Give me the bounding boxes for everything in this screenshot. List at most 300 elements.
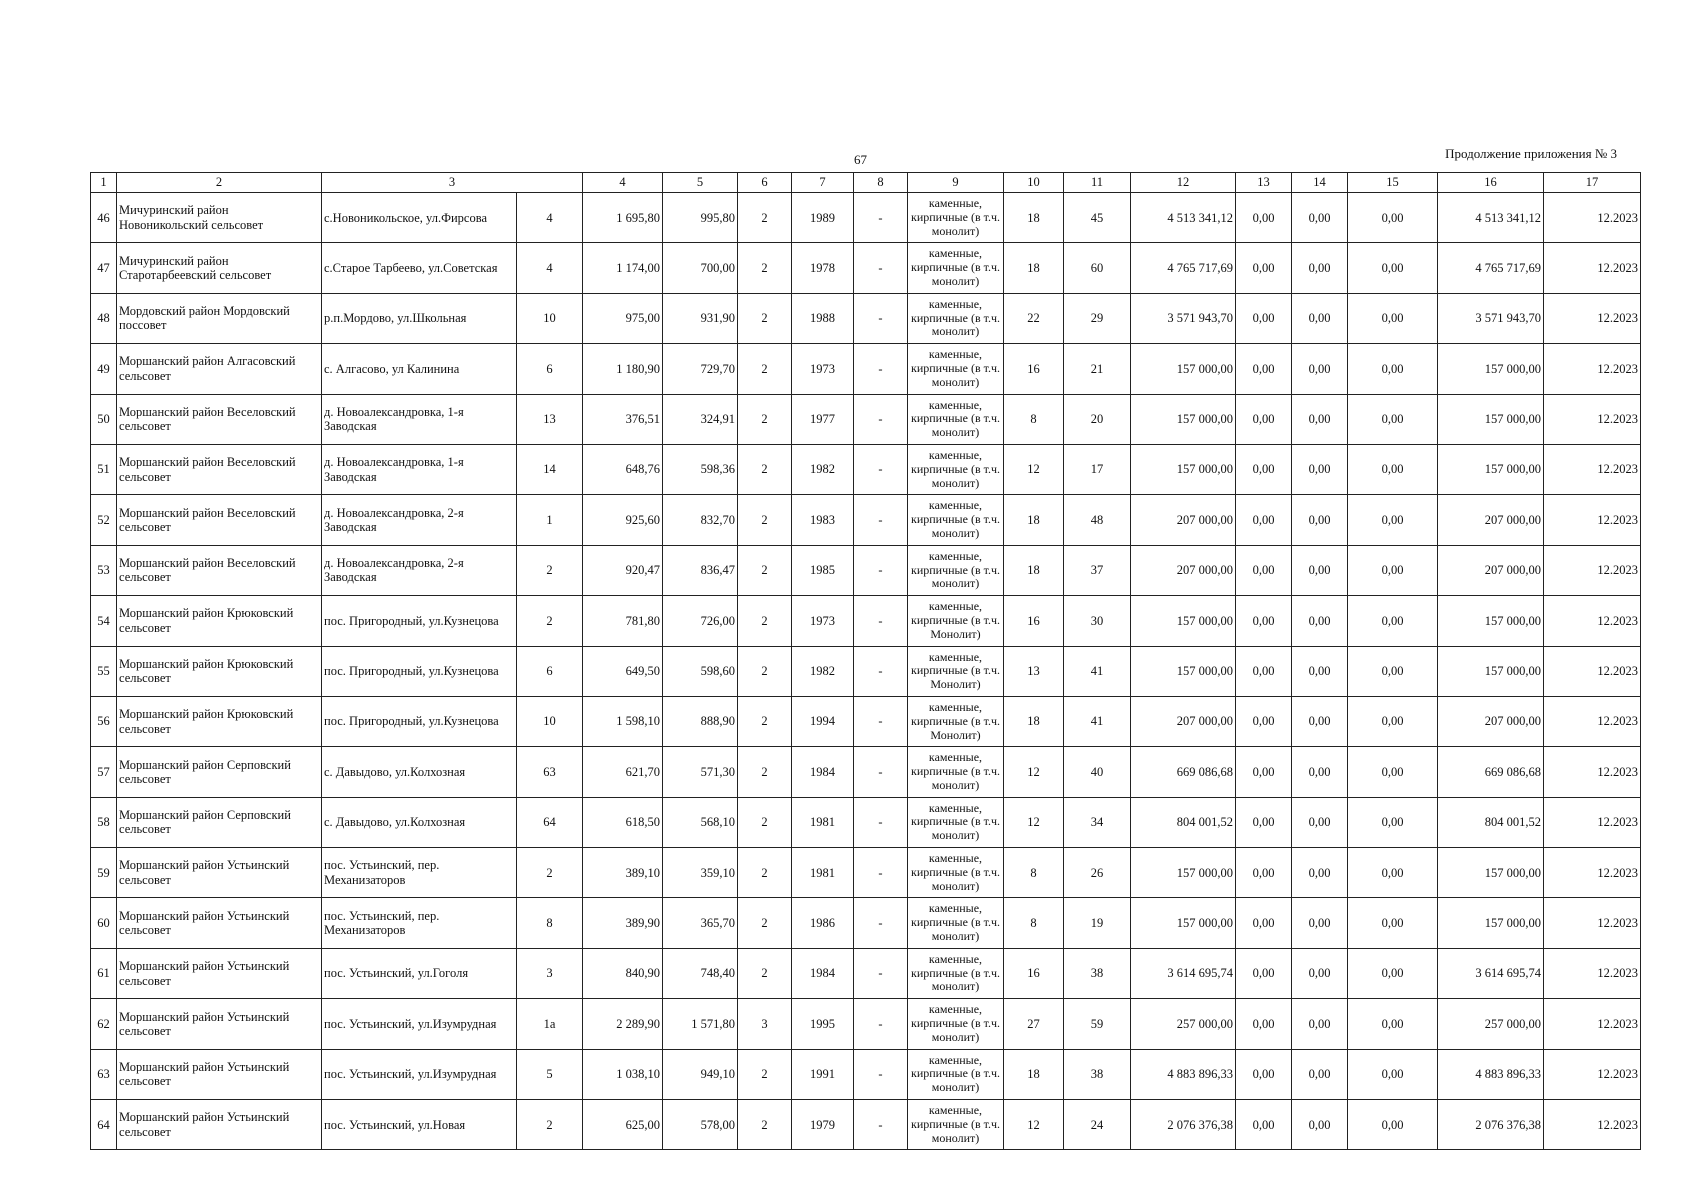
column-header-13: 13 <box>1236 173 1292 193</box>
living-area-cell: 568,10 <box>663 797 738 847</box>
cost-total-cell: 4 513 341,12 <box>1131 193 1236 243</box>
column-15-cell: 0,00 <box>1348 444 1438 494</box>
table-row <box>91 344 1641 394</box>
municipality-cell: Мичуринский район Старотарбеевский сельсовет <box>117 243 322 293</box>
column-15-cell: 0,00 <box>1348 696 1438 746</box>
cost-total-cell: 4 765 717,69 <box>1131 243 1236 293</box>
column-13-cell: 0,00 <box>1236 495 1292 545</box>
column-13-cell: 0,00 <box>1236 293 1292 343</box>
appendix-note: Продолжение приложения № 3 <box>1445 146 1617 161</box>
year-built-cell: 1988 <box>792 293 854 343</box>
column-13-cell: 0,00 <box>1236 999 1292 1049</box>
municipality-cell: Мичуринский район Новоникольский сельсовет <box>117 193 322 243</box>
house-number-cell: 14 <box>517 444 583 494</box>
column-10-cell: 8 <box>1004 898 1064 948</box>
address-cell: д. Новоалександровка, 1-я Заводская <box>322 444 517 494</box>
column-10-cell: 12 <box>1004 797 1064 847</box>
floors-cell: 2 <box>738 848 792 898</box>
column-15-cell: 0,00 <box>1348 545 1438 595</box>
column-13-cell: 0,00 <box>1236 545 1292 595</box>
table-row <box>91 747 1641 797</box>
municipality-cell: Моршанский район Устьинский сельсовет <box>117 898 322 948</box>
table-row <box>91 293 1641 343</box>
address-cell: д. Новоалександровка, 1-я Заводская <box>322 394 517 444</box>
row-number-cell: 48 <box>91 293 117 343</box>
column-14-cell: 0,00 <box>1292 596 1348 646</box>
column-14-cell: 0,00 <box>1292 848 1348 898</box>
completion-date-cell: 12.2023 <box>1544 747 1641 797</box>
floors-cell: 2 <box>738 596 792 646</box>
total-area-cell: 389,10 <box>583 848 663 898</box>
house-number-cell: 64 <box>517 797 583 847</box>
municipality-cell: Моршанский район Устьинский сельсовет <box>117 1100 322 1150</box>
municipality-cell: Моршанский район Крюковский сельсовет <box>117 696 322 746</box>
cost-column-16-cell: 157 000,00 <box>1438 344 1544 394</box>
municipality-cell: Моршанский район Серповский сельсовет <box>117 797 322 847</box>
table-row <box>91 797 1641 847</box>
column-14-cell: 0,00 <box>1292 1100 1348 1150</box>
column-11-cell: 59 <box>1064 999 1131 1049</box>
column-8-cell: - <box>854 848 908 898</box>
column-14-cell: 0,00 <box>1292 545 1348 595</box>
column-13-cell: 0,00 <box>1236 797 1292 847</box>
total-area-cell: 1 695,80 <box>583 193 663 243</box>
wall-material-cell: каменные, кирпичные (в т.ч. монолит) <box>908 747 1004 797</box>
living-area-cell: 578,00 <box>663 1100 738 1150</box>
municipality-cell: Моршанский район Веселовский сельсовет <box>117 495 322 545</box>
column-15-cell: 0,00 <box>1348 596 1438 646</box>
floors-cell: 2 <box>738 545 792 595</box>
total-area-cell: 1 038,10 <box>583 1049 663 1099</box>
total-area-cell: 781,80 <box>583 596 663 646</box>
column-8-cell: - <box>854 193 908 243</box>
row-number-cell: 62 <box>91 999 117 1049</box>
column-15-cell: 0,00 <box>1348 1100 1438 1150</box>
floors-cell: 2 <box>738 394 792 444</box>
municipality-cell: Моршанский район Устьинский сельсовет <box>117 1049 322 1099</box>
page-number: 67 <box>854 152 867 167</box>
year-built-cell: 1981 <box>792 797 854 847</box>
total-area-cell: 618,50 <box>583 797 663 847</box>
floors-cell: 2 <box>738 696 792 746</box>
address-cell: пос. Устьинский, ул.Новая <box>322 1100 517 1150</box>
cost-column-16-cell: 157 000,00 <box>1438 394 1544 444</box>
column-11-cell: 26 <box>1064 848 1131 898</box>
table-row <box>91 999 1641 1049</box>
column-10-cell: 12 <box>1004 1100 1064 1150</box>
total-area-cell: 621,70 <box>583 747 663 797</box>
column-14-cell: 0,00 <box>1292 898 1348 948</box>
column-15-cell: 0,00 <box>1348 495 1438 545</box>
cost-column-16-cell: 157 000,00 <box>1438 848 1544 898</box>
column-14-cell: 0,00 <box>1292 1049 1348 1099</box>
total-area-cell: 625,00 <box>583 1100 663 1150</box>
column-8-cell: - <box>854 596 908 646</box>
column-8-cell: - <box>854 646 908 696</box>
column-8-cell: - <box>854 243 908 293</box>
column-8-cell: - <box>854 444 908 494</box>
column-10-cell: 16 <box>1004 948 1064 998</box>
column-header-5: 5 <box>663 173 738 193</box>
column-15-cell: 0,00 <box>1348 646 1438 696</box>
address-cell: д. Новоалександровка, 2-я Заводская <box>322 545 517 595</box>
column-header-17: 17 <box>1544 173 1641 193</box>
column-10-cell: 18 <box>1004 495 1064 545</box>
column-8-cell: - <box>854 696 908 746</box>
table-row <box>91 848 1641 898</box>
address-cell: пос. Пригородный, ул.Кузнецова <box>322 696 517 746</box>
wall-material-cell: каменные, кирпичные (в т.ч. монолит) <box>908 193 1004 243</box>
wall-material-cell: каменные, кирпичные (в т.ч. монолит) <box>908 1049 1004 1099</box>
column-header-1: 1 <box>91 173 117 193</box>
year-built-cell: 1981 <box>792 848 854 898</box>
total-area-cell: 1 598,10 <box>583 696 663 746</box>
year-built-cell: 1983 <box>792 495 854 545</box>
cost-total-cell: 207 000,00 <box>1131 495 1236 545</box>
column-15-cell: 0,00 <box>1348 243 1438 293</box>
column-13-cell: 0,00 <box>1236 747 1292 797</box>
floors-cell: 2 <box>738 948 792 998</box>
cost-column-16-cell: 157 000,00 <box>1438 646 1544 696</box>
column-10-cell: 13 <box>1004 646 1064 696</box>
column-10-cell: 16 <box>1004 596 1064 646</box>
cost-column-16-cell: 207 000,00 <box>1438 696 1544 746</box>
house-number-cell: 1 <box>517 495 583 545</box>
address-cell: с.Старое Тарбеево, ул.Советская <box>322 243 517 293</box>
house-number-cell: 13 <box>517 394 583 444</box>
municipality-cell: Моршанский район Алгасовский сельсовет <box>117 344 322 394</box>
column-14-cell: 0,00 <box>1292 797 1348 847</box>
column-14-cell: 0,00 <box>1292 193 1348 243</box>
column-10-cell: 18 <box>1004 1049 1064 1099</box>
address-cell: пос. Устьинский, ул.Изумрудная <box>322 1049 517 1099</box>
column-14-cell: 0,00 <box>1292 293 1348 343</box>
column-11-cell: 40 <box>1064 747 1131 797</box>
column-15-cell: 0,00 <box>1348 394 1438 444</box>
column-15-cell: 0,00 <box>1348 999 1438 1049</box>
municipality-cell: Моршанский район Крюковский сельсовет <box>117 596 322 646</box>
column-header-9: 9 <box>908 173 1004 193</box>
column-13-cell: 0,00 <box>1236 1049 1292 1099</box>
column-10-cell: 8 <box>1004 848 1064 898</box>
completion-date-cell: 12.2023 <box>1544 444 1641 494</box>
column-13-cell: 0,00 <box>1236 948 1292 998</box>
house-number-cell: 4 <box>517 243 583 293</box>
housing-register-table <box>90 172 1641 1150</box>
address-cell: с.Новоникольское, ул.Фирсова <box>322 193 517 243</box>
column-10-cell: 18 <box>1004 243 1064 293</box>
column-14-cell: 0,00 <box>1292 646 1348 696</box>
floors-cell: 2 <box>738 344 792 394</box>
row-number-cell: 52 <box>91 495 117 545</box>
column-header-8: 8 <box>854 173 908 193</box>
house-number-cell: 1а <box>517 999 583 1049</box>
living-area-cell: 598,60 <box>663 646 738 696</box>
floors-cell: 2 <box>738 243 792 293</box>
total-area-cell: 920,47 <box>583 545 663 595</box>
row-number-cell: 55 <box>91 646 117 696</box>
total-area-cell: 1 180,90 <box>583 344 663 394</box>
cost-total-cell: 157 000,00 <box>1131 344 1236 394</box>
column-14-cell: 0,00 <box>1292 747 1348 797</box>
house-number-cell: 10 <box>517 696 583 746</box>
completion-date-cell: 12.2023 <box>1544 948 1641 998</box>
column-10-cell: 18 <box>1004 193 1064 243</box>
table-row <box>91 646 1641 696</box>
address-cell: с. Давыдово, ул.Колхозная <box>322 797 517 847</box>
wall-material-cell: каменные, кирпичные (в т.ч. монолит) <box>908 495 1004 545</box>
address-cell: пос. Пригородный, ул.Кузнецова <box>322 596 517 646</box>
cost-column-16-cell: 4 883 896,33 <box>1438 1049 1544 1099</box>
address-cell: с. Давыдово, ул.Колхозная <box>322 747 517 797</box>
column-8-cell: - <box>854 898 908 948</box>
row-number-cell: 60 <box>91 898 117 948</box>
column-header-10: 10 <box>1004 173 1064 193</box>
wall-material-cell: каменные, кирпичные (в т.ч. Монолит) <box>908 646 1004 696</box>
column-15-cell: 0,00 <box>1348 747 1438 797</box>
municipality-cell: Моршанский район Устьинский сельсовет <box>117 948 322 998</box>
address-cell: д. Новоалександровка, 2-я Заводская <box>322 495 517 545</box>
completion-date-cell: 12.2023 <box>1544 646 1641 696</box>
total-area-cell: 975,00 <box>583 293 663 343</box>
address-cell: пос. Устьинский, пер. Механизаторов <box>322 848 517 898</box>
column-8-cell: - <box>854 293 908 343</box>
wall-material-cell: каменные, кирпичные (в т.ч. монолит) <box>908 293 1004 343</box>
column-header-4: 4 <box>583 173 663 193</box>
living-area-cell: 832,70 <box>663 495 738 545</box>
column-10-cell: 22 <box>1004 293 1064 343</box>
column-11-cell: 17 <box>1064 444 1131 494</box>
column-8-cell: - <box>854 1049 908 1099</box>
living-area-cell: 931,90 <box>663 293 738 343</box>
cost-column-16-cell: 157 000,00 <box>1438 596 1544 646</box>
cost-total-cell: 804 001,52 <box>1131 797 1236 847</box>
cost-column-16-cell: 257 000,00 <box>1438 999 1544 1049</box>
municipality-cell: Моршанский район Устьинский сельсовет <box>117 848 322 898</box>
column-11-cell: 30 <box>1064 596 1131 646</box>
completion-date-cell: 12.2023 <box>1544 797 1641 847</box>
year-built-cell: 1984 <box>792 747 854 797</box>
column-header-6: 6 <box>738 173 792 193</box>
column-15-cell: 0,00 <box>1348 293 1438 343</box>
wall-material-cell: каменные, кирпичные (в т.ч. монолит) <box>908 797 1004 847</box>
column-11-cell: 45 <box>1064 193 1131 243</box>
wall-material-cell: каменные, кирпичные (в т.ч. Монолит) <box>908 596 1004 646</box>
row-number-cell: 50 <box>91 394 117 444</box>
total-area-cell: 1 174,00 <box>583 243 663 293</box>
column-8-cell: - <box>854 495 908 545</box>
floors-cell: 2 <box>738 444 792 494</box>
floors-cell: 2 <box>738 1100 792 1150</box>
column-14-cell: 0,00 <box>1292 999 1348 1049</box>
column-13-cell: 0,00 <box>1236 848 1292 898</box>
total-area-cell: 649,50 <box>583 646 663 696</box>
column-11-cell: 41 <box>1064 696 1131 746</box>
column-13-cell: 0,00 <box>1236 444 1292 494</box>
living-area-cell: 726,00 <box>663 596 738 646</box>
column-10-cell: 8 <box>1004 394 1064 444</box>
house-number-cell: 2 <box>517 848 583 898</box>
house-number-cell: 6 <box>517 344 583 394</box>
column-header-12: 12 <box>1131 173 1236 193</box>
cost-column-16-cell: 157 000,00 <box>1438 444 1544 494</box>
column-14-cell: 0,00 <box>1292 696 1348 746</box>
living-area-cell: 700,00 <box>663 243 738 293</box>
year-built-cell: 1994 <box>792 696 854 746</box>
cost-total-cell: 157 000,00 <box>1131 444 1236 494</box>
cost-column-16-cell: 207 000,00 <box>1438 545 1544 595</box>
column-header-7: 7 <box>792 173 854 193</box>
completion-date-cell: 12.2023 <box>1544 1100 1641 1150</box>
column-11-cell: 38 <box>1064 948 1131 998</box>
living-area-cell: 995,80 <box>663 193 738 243</box>
column-13-cell: 0,00 <box>1236 596 1292 646</box>
municipality-cell: Моршанский район Крюковский сельсовет <box>117 646 322 696</box>
wall-material-cell: каменные, кирпичные (в т.ч. монолит) <box>908 948 1004 998</box>
column-10-cell: 18 <box>1004 545 1064 595</box>
column-header-2: 2 <box>117 173 322 193</box>
table-row <box>91 1100 1641 1150</box>
address-cell: с. Алгасово, ул Калинина <box>322 344 517 394</box>
row-number-cell: 58 <box>91 797 117 847</box>
year-built-cell: 1984 <box>792 948 854 998</box>
row-number-cell: 56 <box>91 696 117 746</box>
column-15-cell: 0,00 <box>1348 848 1438 898</box>
table-row <box>91 545 1641 595</box>
year-built-cell: 1973 <box>792 344 854 394</box>
living-area-cell: 359,10 <box>663 848 738 898</box>
completion-date-cell: 12.2023 <box>1544 545 1641 595</box>
floors-cell: 2 <box>738 1049 792 1099</box>
wall-material-cell: каменные, кирпичные (в т.ч. монолит) <box>908 898 1004 948</box>
house-number-cell: 3 <box>517 948 583 998</box>
living-area-cell: 888,90 <box>663 696 738 746</box>
cost-total-cell: 257 000,00 <box>1131 999 1236 1049</box>
column-13-cell: 0,00 <box>1236 646 1292 696</box>
column-13-cell: 0,00 <box>1236 243 1292 293</box>
column-8-cell: - <box>854 797 908 847</box>
cost-total-cell: 3 614 695,74 <box>1131 948 1236 998</box>
column-13-cell: 0,00 <box>1236 193 1292 243</box>
completion-date-cell: 12.2023 <box>1544 193 1641 243</box>
floors-cell: 2 <box>738 193 792 243</box>
column-15-cell: 0,00 <box>1348 797 1438 847</box>
address-cell: пос. Устьинский, ул.Гоголя <box>322 948 517 998</box>
column-10-cell: 16 <box>1004 344 1064 394</box>
house-number-cell: 5 <box>517 1049 583 1099</box>
cost-total-cell: 3 571 943,70 <box>1131 293 1236 343</box>
house-number-cell: 2 <box>517 1100 583 1150</box>
floors-cell: 2 <box>738 747 792 797</box>
table-row <box>91 394 1641 444</box>
floors-cell: 2 <box>738 646 792 696</box>
living-area-cell: 598,36 <box>663 444 738 494</box>
column-10-cell: 27 <box>1004 999 1064 1049</box>
municipality-cell: Моршанский район Серповский сельсовет <box>117 747 322 797</box>
living-area-cell: 748,40 <box>663 948 738 998</box>
municipality-cell: Мордовский район Мордовский поссовет <box>117 293 322 343</box>
cost-column-16-cell: 3 614 695,74 <box>1438 948 1544 998</box>
column-11-cell: 29 <box>1064 293 1131 343</box>
completion-date-cell: 12.2023 <box>1544 1049 1641 1099</box>
floors-cell: 2 <box>738 898 792 948</box>
row-number-cell: 49 <box>91 344 117 394</box>
column-header-11: 11 <box>1064 173 1131 193</box>
cost-total-cell: 157 000,00 <box>1131 646 1236 696</box>
cost-total-cell: 2 076 376,38 <box>1131 1100 1236 1150</box>
floors-cell: 2 <box>738 797 792 847</box>
column-8-cell: - <box>854 999 908 1049</box>
cost-column-16-cell: 2 076 376,38 <box>1438 1100 1544 1150</box>
column-13-cell: 0,00 <box>1236 1100 1292 1150</box>
table-row <box>91 495 1641 545</box>
year-built-cell: 1973 <box>792 596 854 646</box>
house-number-cell: 63 <box>517 747 583 797</box>
column-14-cell: 0,00 <box>1292 495 1348 545</box>
column-14-cell: 0,00 <box>1292 444 1348 494</box>
total-area-cell: 925,60 <box>583 495 663 545</box>
column-header-16: 16 <box>1438 173 1544 193</box>
column-15-cell: 0,00 <box>1348 344 1438 394</box>
column-8-cell: - <box>854 344 908 394</box>
cost-column-16-cell: 4 513 341,12 <box>1438 193 1544 243</box>
column-11-cell: 19 <box>1064 898 1131 948</box>
cost-total-cell: 157 000,00 <box>1131 596 1236 646</box>
floors-cell: 2 <box>738 495 792 545</box>
completion-date-cell: 12.2023 <box>1544 596 1641 646</box>
municipality-cell: Моршанский район Веселовский сельсовет <box>117 444 322 494</box>
living-area-cell: 365,70 <box>663 898 738 948</box>
table-row <box>91 243 1641 293</box>
cost-total-cell: 157 000,00 <box>1131 848 1236 898</box>
row-number-cell: 46 <box>91 193 117 243</box>
total-area-cell: 648,76 <box>583 444 663 494</box>
cost-total-cell: 157 000,00 <box>1131 394 1236 444</box>
cost-column-16-cell: 157 000,00 <box>1438 898 1544 948</box>
column-8-cell: - <box>854 948 908 998</box>
column-15-cell: 0,00 <box>1348 898 1438 948</box>
cost-column-16-cell: 804 001,52 <box>1438 797 1544 847</box>
column-13-cell: 0,00 <box>1236 898 1292 948</box>
column-15-cell: 0,00 <box>1348 193 1438 243</box>
living-area-cell: 571,30 <box>663 747 738 797</box>
municipality-cell: Моршанский район Устьинский сельсовет <box>117 999 322 1049</box>
address-cell: пос. Устьинский, ул.Изумрудная <box>322 999 517 1049</box>
column-number-row <box>91 173 1641 193</box>
table-row <box>91 948 1641 998</box>
address-cell: пос. Пригородный, ул.Кузнецова <box>322 646 517 696</box>
year-built-cell: 1982 <box>792 646 854 696</box>
column-8-cell: - <box>854 747 908 797</box>
wall-material-cell: каменные, кирпичные (в т.ч. монолит) <box>908 848 1004 898</box>
wall-material-cell: каменные, кирпичные (в т.ч. монолит) <box>908 1100 1004 1150</box>
house-number-cell: 2 <box>517 596 583 646</box>
wall-material-cell: каменные, кирпичные (в т.ч. монолит) <box>908 394 1004 444</box>
floors-cell: 3 <box>738 999 792 1049</box>
total-area-cell: 376,51 <box>583 394 663 444</box>
row-number-cell: 51 <box>91 444 117 494</box>
total-area-cell: 840,90 <box>583 948 663 998</box>
wall-material-cell: каменные, кирпичные (в т.ч. монолит) <box>908 545 1004 595</box>
wall-material-cell: каменные, кирпичные (в т.ч. монолит) <box>908 243 1004 293</box>
column-11-cell: 60 <box>1064 243 1131 293</box>
column-8-cell: - <box>854 1100 908 1150</box>
living-area-cell: 836,47 <box>663 545 738 595</box>
row-number-cell: 53 <box>91 545 117 595</box>
house-number-cell: 6 <box>517 646 583 696</box>
house-number-cell: 8 <box>517 898 583 948</box>
year-built-cell: 1985 <box>792 545 854 595</box>
